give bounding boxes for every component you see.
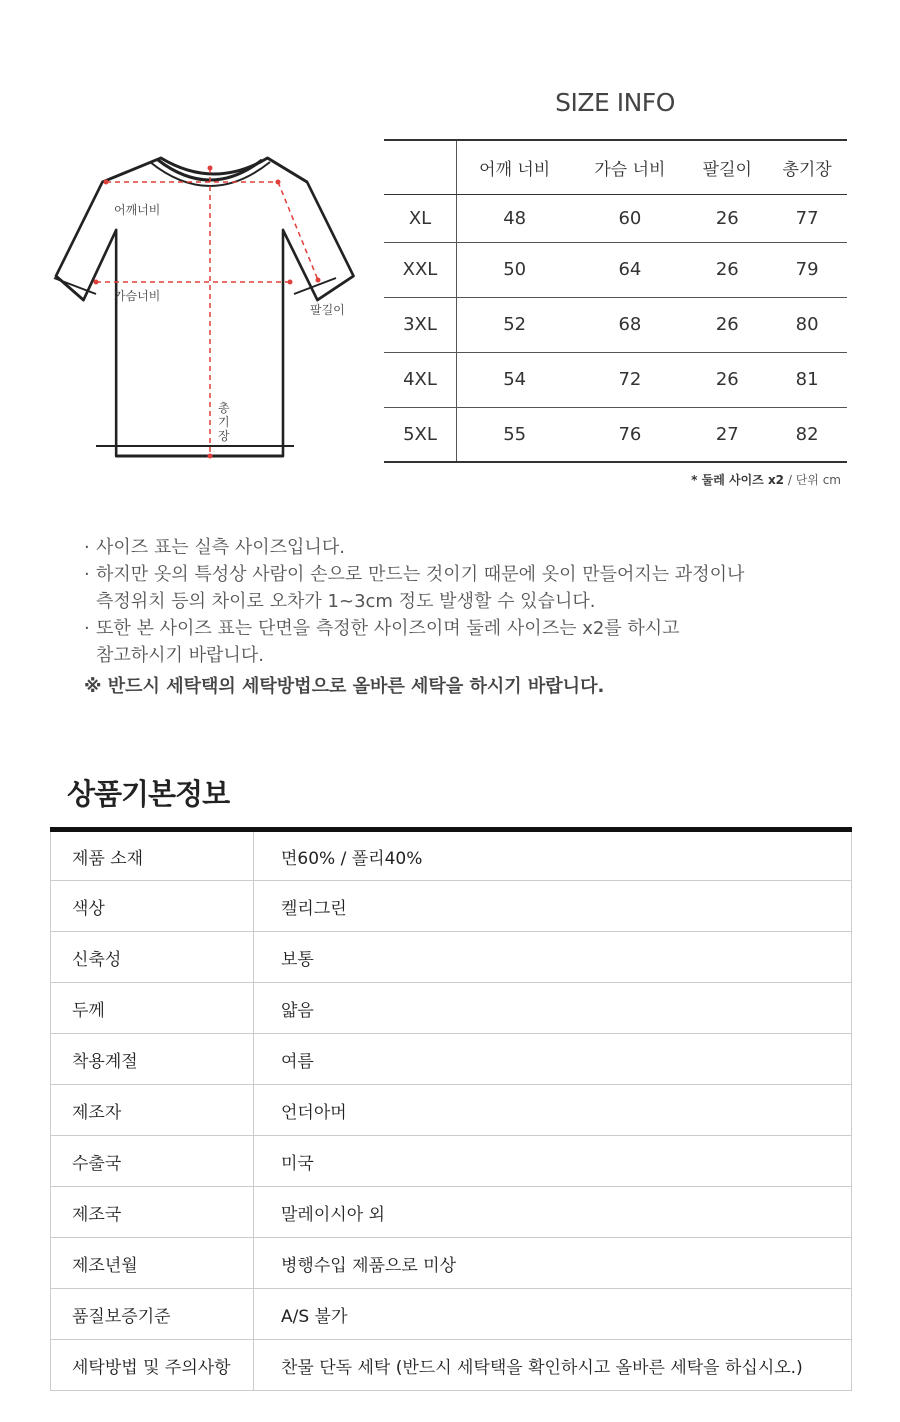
info-row <box>51 1187 852 1238</box>
info-value: 면60% / 폴리40% <box>254 830 852 881</box>
tshirt-outline <box>56 158 354 456</box>
info-key: 품질보증기준 <box>51 1289 254 1340</box>
info-row <box>51 1340 852 1391</box>
size-value: 72 <box>572 352 687 407</box>
info-row <box>51 983 852 1034</box>
info-row <box>51 1034 852 1085</box>
info-key: 제조국 <box>51 1187 254 1238</box>
info-row <box>51 1136 852 1187</box>
length-label-1: 총 <box>218 401 230 415</box>
sleeve-label: 팔길이 <box>310 303 345 317</box>
size-header-empty <box>384 140 457 194</box>
size-label: XL <box>384 194 457 242</box>
size-label: 4XL <box>384 352 457 407</box>
size-label: 5XL <box>384 407 457 462</box>
size-value: 79 <box>767 242 847 297</box>
info-value: A/S 불가 <box>254 1289 852 1340</box>
size-col-header: 어깨 너비 <box>457 140 573 194</box>
info-value: 언더아머 <box>254 1085 852 1136</box>
size-notes <box>84 534 844 700</box>
size-value: 68 <box>572 297 687 352</box>
info-value: 찬물 단독 세탁 (반드시 세탁택을 확인하시고 올바른 세탁을 하십시오.) <box>254 1340 852 1391</box>
tshirt-measurement-diagram <box>40 150 360 470</box>
size-col-header: 팔길이 <box>687 140 767 194</box>
length-label-3: 장 <box>218 429 230 443</box>
length-label-2: 기 <box>218 415 230 429</box>
info-key: 신축성 <box>51 932 254 983</box>
size-row <box>384 242 847 297</box>
size-value: 52 <box>457 297 573 352</box>
info-value: 미국 <box>254 1136 852 1187</box>
info-row <box>51 1085 852 1136</box>
info-key: 제품 소재 <box>51 830 254 881</box>
info-value: 여름 <box>254 1034 852 1085</box>
size-value: 64 <box>572 242 687 297</box>
bullet-dot: · <box>84 618 90 639</box>
info-key: 착용계절 <box>51 1034 254 1085</box>
size-value: 60 <box>572 194 687 242</box>
size-value: 81 <box>767 352 847 407</box>
size-value: 26 <box>687 297 767 352</box>
info-value: 켈리그린 <box>254 881 852 932</box>
info-row <box>51 830 852 881</box>
info-value: 보통 <box>254 932 852 983</box>
size-label: XXL <box>384 242 457 297</box>
size-row <box>384 297 847 352</box>
product-info-title: 상품기본정보 <box>67 777 230 811</box>
note-text: 측정위치 등의 차이로 오차가 1~3cm 정도 발생할 수 있습니다. <box>96 591 596 612</box>
note-item <box>84 534 844 561</box>
size-value: 26 <box>687 194 767 242</box>
info-key: 두께 <box>51 983 254 1034</box>
info-value: 얇음 <box>254 983 852 1034</box>
chest-label: 가슴너비 <box>114 289 161 303</box>
size-value: 54 <box>457 352 573 407</box>
info-row <box>51 1238 852 1289</box>
info-key: 색상 <box>51 881 254 932</box>
note-text: 또한 본 사이즈 표는 단면을 측정한 사이즈이며 둘레 사이즈는 x2를 하시고 <box>96 618 680 639</box>
note-text: 사이즈 표는 실측 사이즈입니다. <box>96 537 345 558</box>
size-value: 55 <box>457 407 573 462</box>
size-value: 82 <box>767 407 847 462</box>
info-row <box>51 932 852 983</box>
note-item <box>84 561 844 588</box>
info-key: 제조년월 <box>51 1238 254 1289</box>
size-table <box>384 139 847 463</box>
size-value: 27 <box>687 407 767 462</box>
size-row <box>384 407 847 462</box>
size-value: 48 <box>457 194 573 242</box>
product-info-table <box>50 827 852 1391</box>
bullet-dot: · <box>84 537 90 558</box>
shoulder-label: 어깨너비 <box>114 203 161 217</box>
size-value: 80 <box>767 297 847 352</box>
size-value: 26 <box>687 242 767 297</box>
size-note <box>691 471 841 488</box>
size-value: 26 <box>687 352 767 407</box>
wash-warning: ※ 반드시 세탁택의 세탁방법으로 올바른 세탁을 하시기 바랍니다. <box>84 676 605 697</box>
note-text: 참고하시기 바랍니다. <box>96 645 264 666</box>
size-value: 76 <box>572 407 687 462</box>
info-value: 병행수입 제품으로 미상 <box>254 1238 852 1289</box>
info-row <box>51 1289 852 1340</box>
note-item <box>84 588 844 615</box>
size-col-header: 가슴 너비 <box>572 140 687 194</box>
info-key: 세탁방법 및 주의사항 <box>51 1340 254 1391</box>
size-value: 77 <box>767 194 847 242</box>
info-key: 제조자 <box>51 1085 254 1136</box>
size-info-title: SIZE INFO <box>555 88 675 117</box>
size-note-rest: / 단위 cm <box>784 473 841 487</box>
size-label: 3XL <box>384 297 457 352</box>
note-text: 하지만 옷의 특성상 사람이 손으로 만드는 것이기 때문에 옷이 만들어지는 과정이나 <box>96 564 745 585</box>
size-row <box>384 352 847 407</box>
size-table-header <box>384 140 847 194</box>
bullet-dot: · <box>84 564 90 585</box>
note-item <box>84 642 844 669</box>
info-row <box>51 881 852 932</box>
size-row <box>384 194 847 242</box>
note-item <box>84 615 844 642</box>
info-value: 말레이시아 외 <box>254 1187 852 1238</box>
size-note-bold: * 둘레 사이즈 x2 <box>691 473 785 487</box>
size-value: 50 <box>457 242 573 297</box>
size-col-header: 총기장 <box>767 140 847 194</box>
info-key: 수출국 <box>51 1136 254 1187</box>
